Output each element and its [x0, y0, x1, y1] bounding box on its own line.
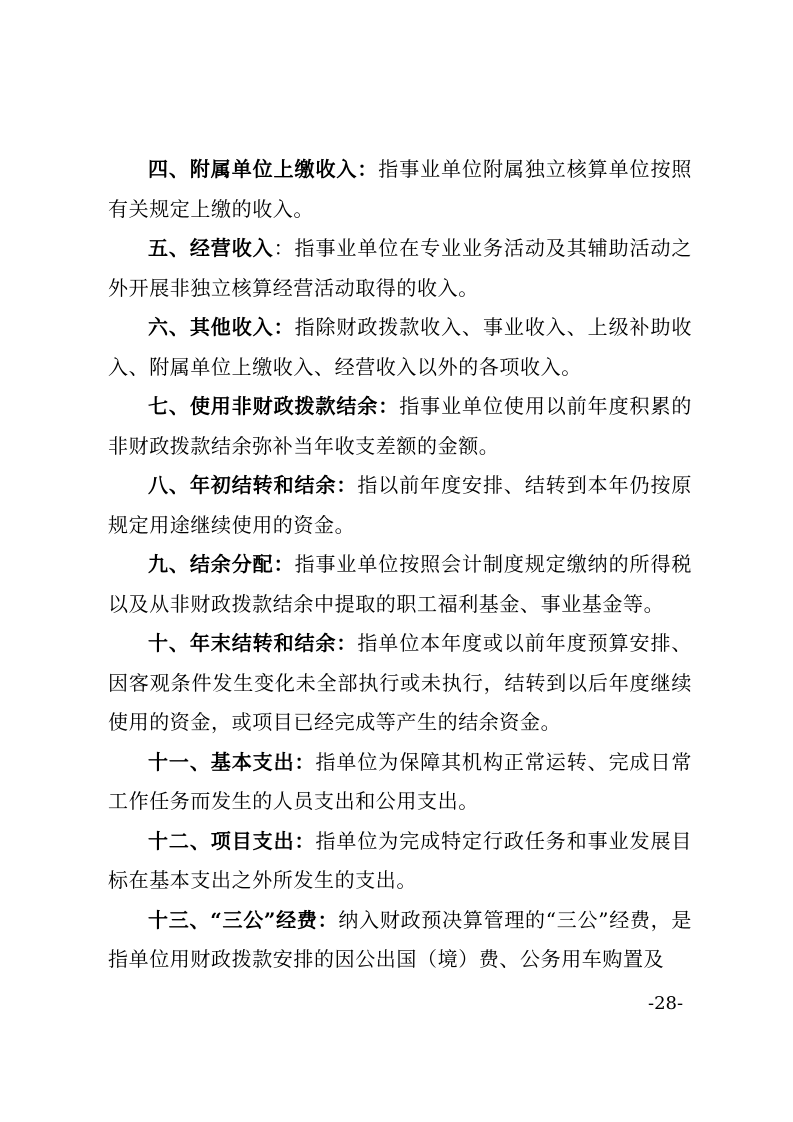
definition-paragraph — [108, 150, 692, 229]
definition-text: 指以前年度安排、结转到本年仍按原规定用途继续使用的资金。 — [108, 473, 692, 537]
definition-term: 十三、“三公”经费： — [148, 907, 339, 932]
definition-paragraph — [108, 229, 692, 308]
definition-term: 八、年初结转和结余： — [148, 473, 358, 497]
definition-term: 五、经营收入 — [148, 236, 274, 260]
definition-paragraph — [108, 822, 692, 901]
definition-term: 七、使用非财政拨款结余： — [148, 394, 400, 418]
definition-paragraph — [108, 545, 692, 624]
definition-term: 四、附属单位上缴收入： — [148, 157, 379, 181]
definition-text: 指事业单位附属独立核算单位按照有关规定上缴的收入。 — [108, 157, 692, 221]
definition-text: 指单位为完成特定行政任务和事业发展目标在基本支出之外所发生的支出。 — [108, 828, 692, 892]
definition-text: 指事业单位按照会计制度规定缴纳的所得税以及从非财政拨款结余中提取的职工福利基金、事业基金等。 — [108, 552, 693, 616]
definition-paragraph — [108, 387, 692, 466]
definition-text: 纳入财政预决算管理的“三公”经费，是指单位用财政拨款安排的因公出国（境）费、公务用车购置及 — [108, 907, 693, 971]
definition-text: 指单位为保障其机构正常运转、完成日常工作任务而发生的人员支出和公用支出。 — [108, 749, 692, 813]
definition-paragraph — [108, 901, 692, 980]
definition-text: 指单位本年度或以前年度预算安排、因客观条件发生变化未全部执行或未执行，结转到以后年度继续使用的资金，或项目已经完成等产生的结余资金。 — [108, 631, 692, 734]
definition-paragraph — [108, 624, 692, 743]
definition-text: 指除财政拨款收入、事业收入、上级补助收入、附属单位上缴收入、经营收入以外的各项收入。 — [108, 315, 693, 379]
document-body — [108, 150, 692, 980]
page-number: -28- — [648, 993, 684, 1014]
definition-term: 十一、基本支出： — [148, 749, 316, 774]
definition-paragraph — [108, 743, 692, 822]
definition-paragraph — [108, 308, 692, 387]
definition-term: 十、年末结转和结余： — [148, 631, 358, 655]
definition-text: 指事业单位使用以前年度积累的非财政拨款结余弥补当年收支差额的金额。 — [108, 394, 692, 458]
definition-term: 十二、项目支出： — [148, 828, 316, 853]
definition-term: 九、结余分配： — [148, 552, 295, 576]
definition-paragraph — [108, 466, 692, 545]
definition-term: 六、其他收入： — [148, 315, 295, 339]
definition-text: ：指事业单位在专业业务活动及其辅助活动之外开展非独立核算经营活动取得的收入。 — [108, 236, 693, 300]
